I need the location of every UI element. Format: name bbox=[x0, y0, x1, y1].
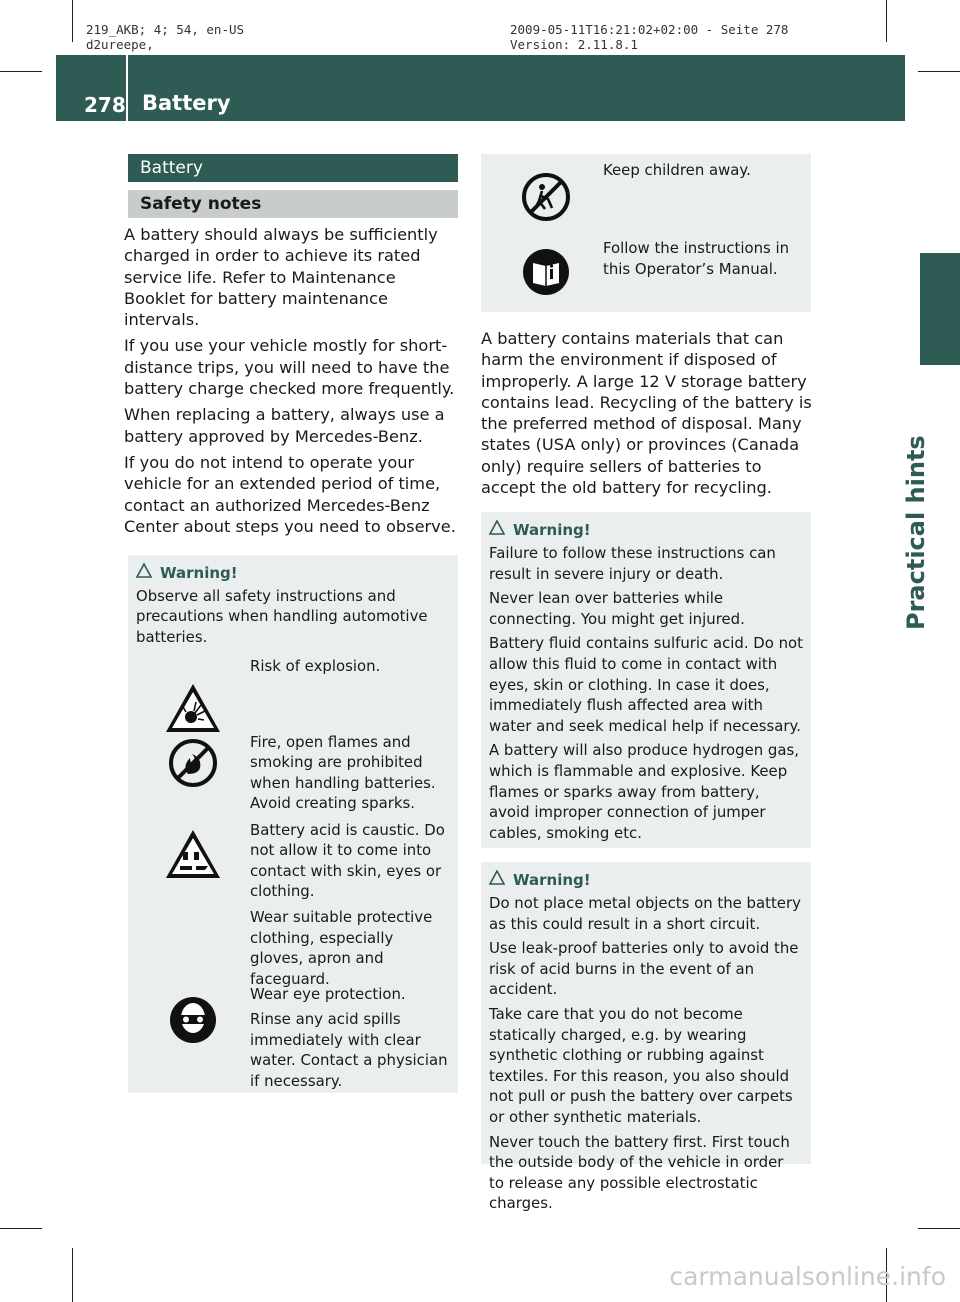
symbol-description: Follow the instructions in this Operator’s Manual. bbox=[603, 239, 790, 278]
warning-paragraph: Failure to follow these instructions can result in severe injury or death. bbox=[489, 543, 776, 583]
warning-paragraph: Never lean over batteries while connecting. You might get injured. bbox=[489, 589, 745, 628]
read-manual-icon bbox=[489, 238, 603, 296]
warning-title bbox=[136, 563, 450, 584]
corrosive-warning-icon bbox=[136, 820, 250, 984]
crop-mark bbox=[918, 71, 960, 72]
watermark: carmanualsonline.info bbox=[669, 1262, 946, 1291]
crop-mark bbox=[918, 1228, 960, 1229]
crop-mark bbox=[886, 0, 887, 42]
symbol-text bbox=[250, 984, 450, 1097]
meta-line: 219_AKB; 4; 54, en-US bbox=[86, 22, 245, 37]
warning-box bbox=[481, 512, 811, 848]
print-meta-right bbox=[510, 22, 788, 52]
warning-intro: Observe all safety instructions and precautions when handling automotive batteries. bbox=[136, 586, 428, 646]
warning-box bbox=[128, 555, 458, 1093]
warning-title bbox=[489, 870, 803, 891]
symbol-text bbox=[603, 238, 803, 296]
symbol-description: Risk of explosion. bbox=[250, 656, 381, 675]
symbol-row bbox=[489, 160, 803, 238]
warning-paragraph: Never touch the battery first. First touch the outside body of the vehicle in order to release any possible electrostatic charges. bbox=[489, 1132, 790, 1213]
meta-line: 2009-05-11T16:21:02+02:00 - Seite 278 bbox=[510, 22, 789, 37]
warning-title-text: Warning! bbox=[513, 521, 591, 540]
page-title: Battery bbox=[142, 91, 231, 115]
warning-triangle-icon bbox=[489, 520, 505, 541]
warning-title-text: Warning! bbox=[160, 564, 238, 583]
warning-paragraph: Do not place metal objects on the battery as this could result in a short circuit. bbox=[489, 893, 801, 933]
symbol-description: Fire, open flames and smoking are prohibited when handling batteries. Avoid creating sparks. bbox=[250, 732, 436, 813]
right-column bbox=[481, 154, 812, 1213]
paragraph: If you use your vehicle mostly for short-distance trips, you will need to have the battery charge checked more frequently. bbox=[124, 336, 455, 399]
symbol-text bbox=[250, 656, 450, 732]
crop-mark bbox=[0, 71, 42, 72]
side-tab bbox=[902, 370, 952, 630]
explosion-warning-icon bbox=[136, 656, 250, 732]
warning-paragraph: Take care that you do not become statically charged, e.g. by wearing synthetic clothing or rubbing against textiles. For this reason, you also should not pull or push the battery over carpets or other synthetic materials. bbox=[489, 1004, 793, 1126]
keep-children-away-icon bbox=[489, 160, 603, 238]
symbol-row bbox=[136, 732, 450, 820]
warning-paragraph: Battery fluid contains sulfuric acid. Do not allow this fluid to come in contact with eyes, skin or clothing. In case it does, immediately flush affected area with water and seek medical help if necessary. bbox=[489, 634, 804, 735]
warning-triangle-icon bbox=[489, 870, 505, 891]
symbol-row bbox=[136, 984, 450, 1097]
page-number: 278 bbox=[84, 93, 126, 117]
meta-line: Version: 2.11.8.1 bbox=[510, 37, 638, 52]
symbol-text bbox=[250, 820, 450, 988]
symbol-description: Wear suitable protective clothing, especially gloves, apron and faceguard. bbox=[250, 907, 433, 988]
eye-protection-icon bbox=[136, 984, 250, 1097]
symbol-description: Rinse any acid spills immediately with clear water. Contact a physician if necessary. bbox=[250, 1010, 448, 1090]
symbol-row bbox=[136, 656, 450, 732]
warning-box bbox=[481, 862, 811, 1213]
symbol-description: Wear eye protection. bbox=[250, 984, 406, 1003]
header-divider bbox=[126, 55, 128, 121]
left-column bbox=[124, 154, 458, 1093]
subsection-title: Safety notes bbox=[128, 190, 458, 218]
disposal-paragraph bbox=[481, 328, 815, 498]
section-title: Battery bbox=[128, 154, 458, 182]
meta-line: d2ureepe, bbox=[86, 37, 154, 52]
symbol-description: Battery acid is caustic. Do not allow it to come into contact with skin, eyes or clothing. bbox=[250, 820, 445, 901]
safety-notes-body bbox=[124, 224, 458, 537]
symbol-description: Keep children away. bbox=[603, 161, 751, 179]
side-tab-label: Practical hints bbox=[902, 435, 930, 630]
warning-title bbox=[489, 520, 803, 541]
paragraph: If you do not intend to operate your vehicle for an extended period of time, contact an authorized Mercedes-Benz Center about steps you need to observe. bbox=[124, 452, 456, 536]
symbol-text bbox=[603, 160, 803, 238]
no-fire-icon bbox=[136, 732, 250, 820]
side-tab-marker bbox=[920, 253, 960, 365]
crop-mark bbox=[72, 0, 73, 42]
warning-paragraph: Use leak-proof batteries only to avoid the risk of acid burns in the event of an accident. bbox=[489, 939, 799, 999]
crop-mark bbox=[72, 1248, 73, 1302]
paragraph: A battery should always be sufficiently charged in order to achieve its rated service life. Refer to Maintenance Booklet for battery maintenance intervals. bbox=[124, 225, 438, 330]
paragraph: When replacing a battery, always use a battery approved by Mercedes-Benz. bbox=[124, 405, 445, 446]
symbol-row bbox=[489, 238, 803, 296]
symbol-box bbox=[481, 154, 811, 312]
warning-triangle-icon bbox=[136, 563, 152, 584]
paragraph: A battery contains materials that can harm the environment if disposed of improperly. A large 12 V storage battery contains lead. Recycling of the battery is the preferred method of disposal. Many states (USA only) or provinces (Canada only) require sellers of batteries to accept the old battery for recycling. bbox=[481, 329, 812, 498]
warning-paragraph: A battery will also produce hydrogen gas, which is flammable and explosive. Keep flames or sparks away from battery, avoid improper connection of jumper cables, smoking etc. bbox=[489, 741, 799, 842]
print-meta-left bbox=[86, 22, 244, 52]
symbol-text bbox=[250, 732, 450, 820]
warning-title-text: Warning! bbox=[513, 871, 591, 890]
symbol-row bbox=[136, 820, 450, 988]
crop-mark bbox=[0, 1228, 42, 1229]
